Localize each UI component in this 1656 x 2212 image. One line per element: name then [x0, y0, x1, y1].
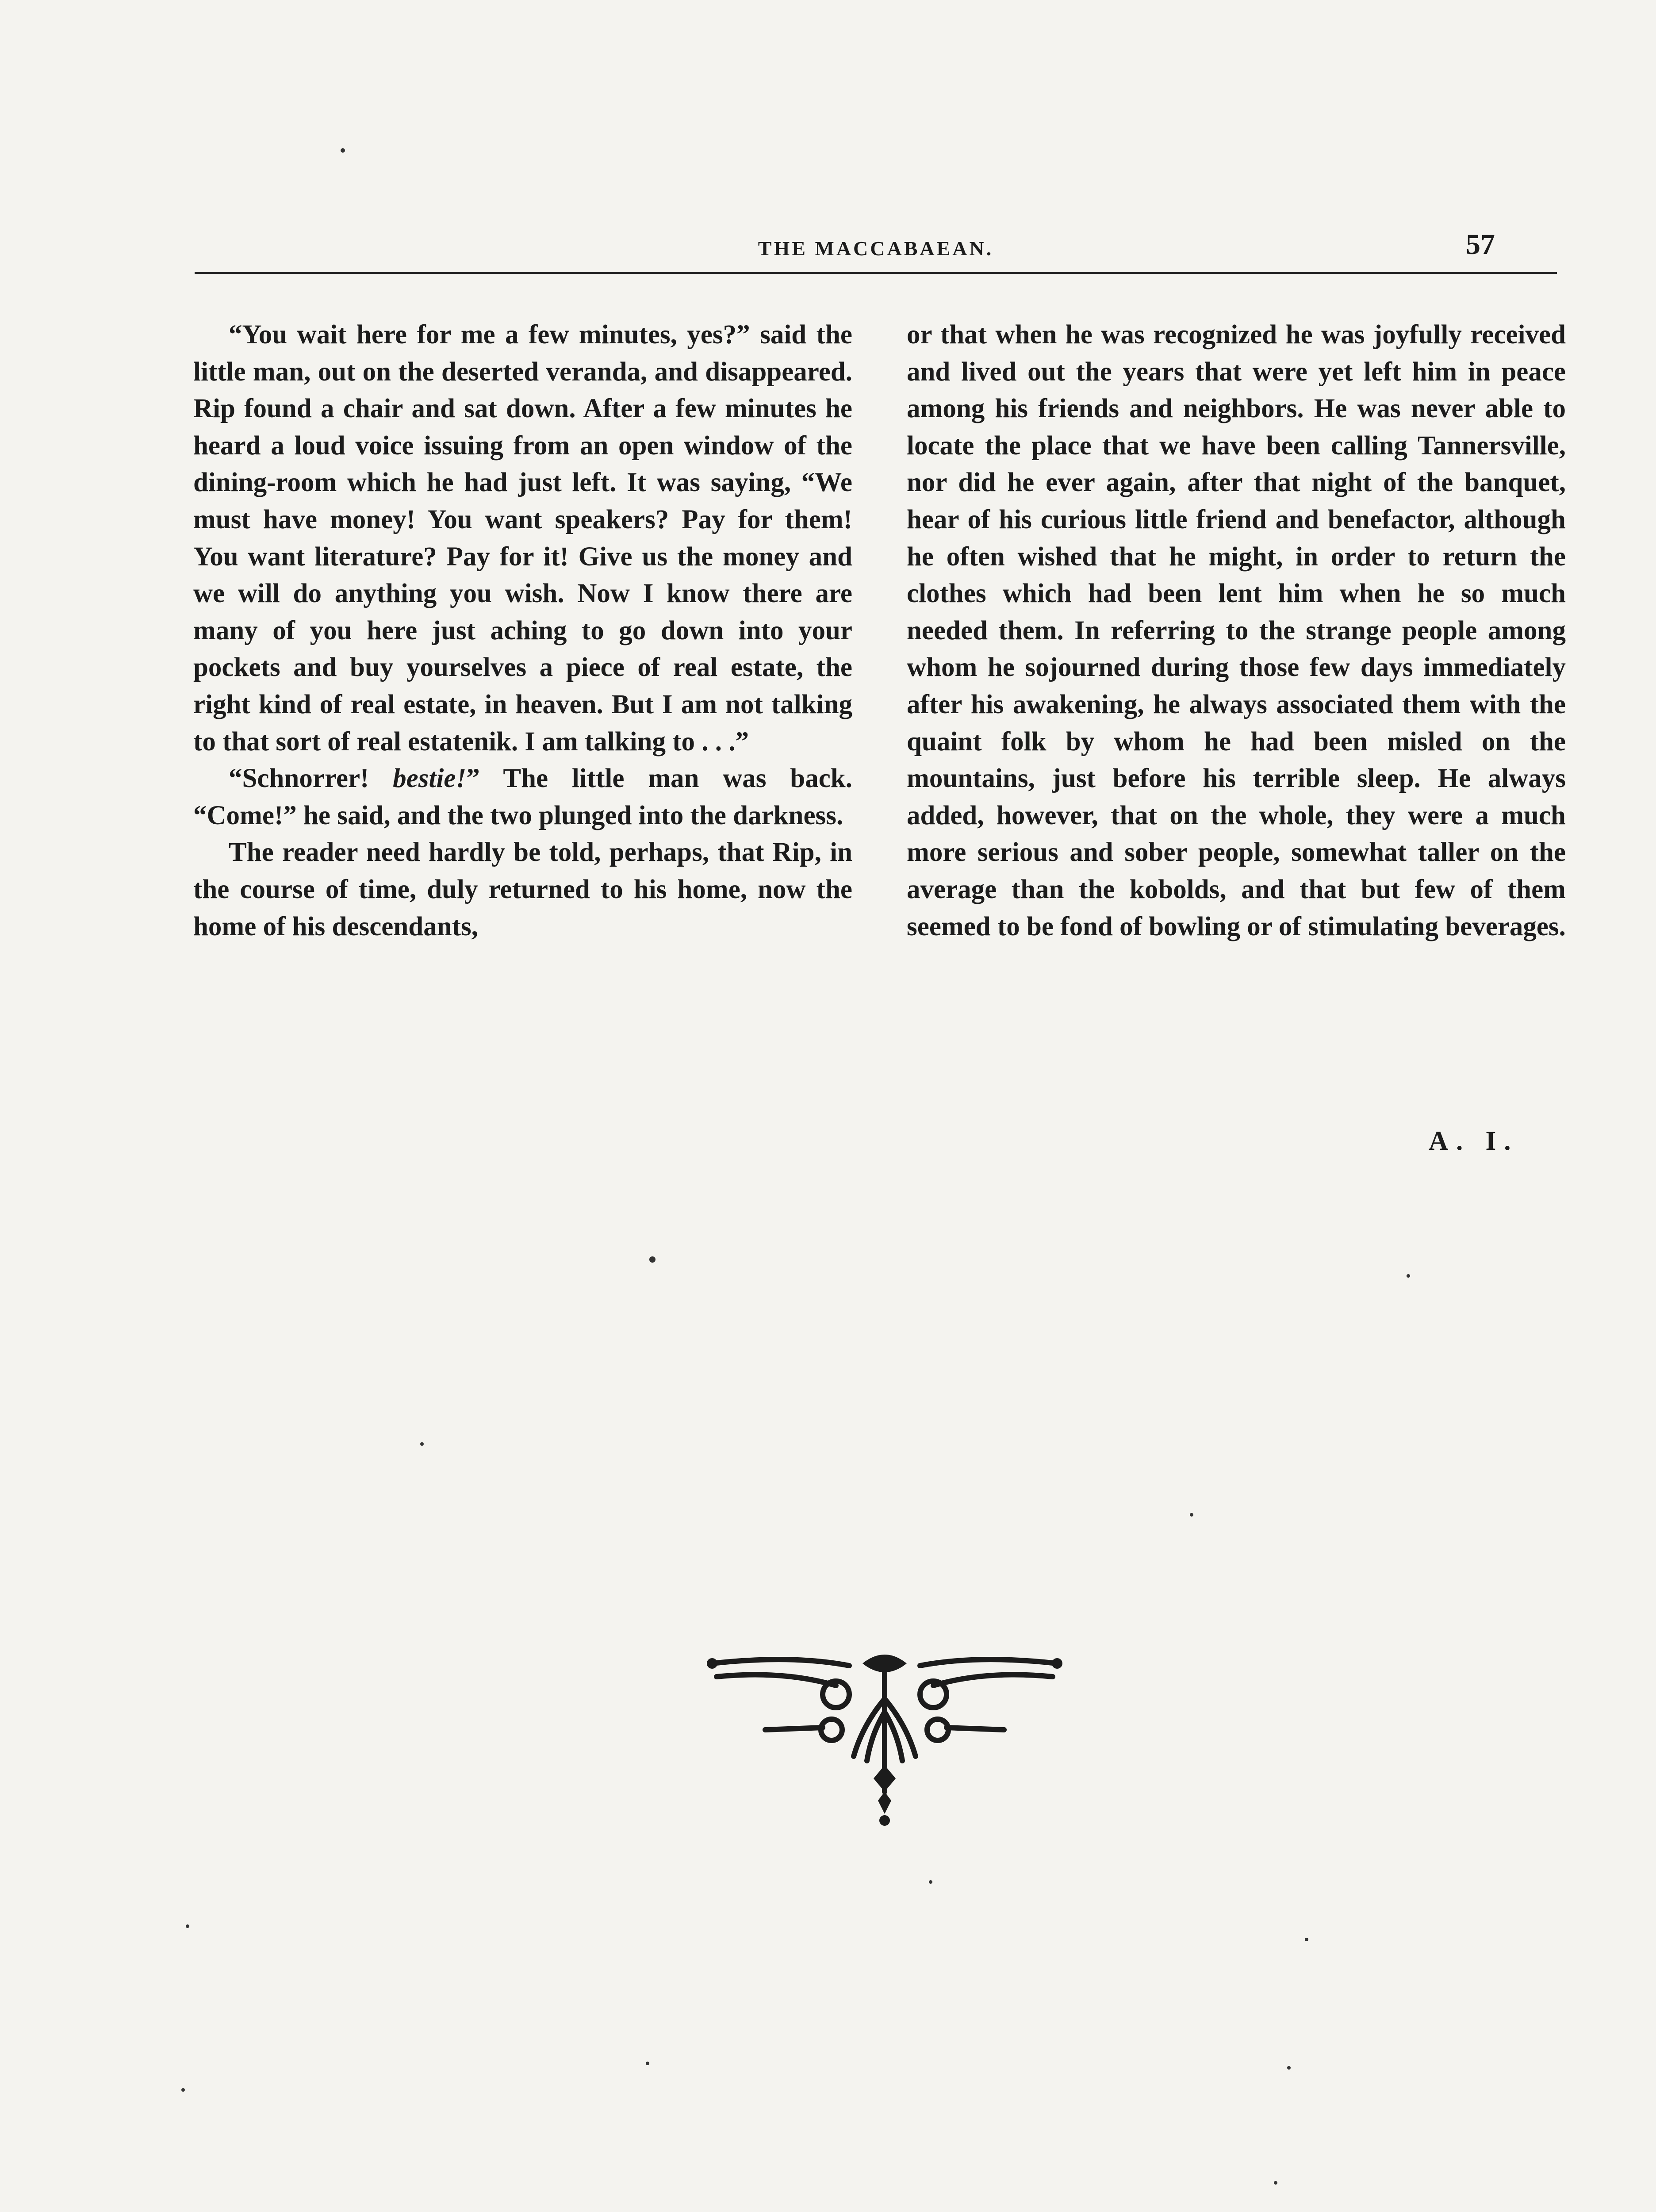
scan-speck	[1305, 1938, 1308, 1941]
running-title: THE MACCABAEAN.	[758, 237, 994, 260]
floral-tailpiece-ornament-icon	[703, 1646, 1066, 1832]
scan-speck	[1407, 1274, 1410, 1278]
scan-speck	[186, 1924, 189, 1928]
scan-speck	[341, 148, 345, 153]
scan-speck	[420, 1442, 424, 1446]
right-column	[907, 316, 1566, 945]
paragraph-2-italic: bestie!	[393, 764, 467, 794]
author-signature: A. I.	[1429, 1126, 1519, 1156]
paragraph-4: or that when he was recognized he was joyfully received and lived out the years that were yet left him in peace among his friends and neighbors. He was never able to locate the place that we have been calling Tannersville, nor did he ever again, after that night of the banquet, hear of his curious little friend and benefactor, although he often wished that he might, in order to return the clothes which had been lent him when he so much needed them. In referring to the strange people among whom he sojourned during those few days immediately after his awakening, he always associated them with the quaint folk by whom he had been misled on the mountains, just before his terrible sleep. He always added, however, that on the whole, they were a much more serious and sober people, somewhat taller on the average than the kobolds, and that but few of them seemed to be fond of bowling or of stimulating beverages.	[907, 320, 1566, 941]
paragraph-1: “You wait here for me a few minutes, yes?” said the little man, out on the deserted veranda, and disappeared. Rip found a chair and sat down. After a few minutes he heard a loud voice issuing from an open window of the dining-room which he had just left. It was saying, “We must have money! You want speakers? Pay for them! You want literature? Pay for it! Give us the money and we will do anything you wish. Now I know there are many of you here just aching to go down into your pockets and buy yourselves a piece of real estate, the right kind of real estate, in heaven. But I am not talking to that sort of real estatenik. I am talking to . . .”	[193, 320, 852, 757]
running-header	[195, 228, 1557, 276]
scan-speck	[181, 2088, 185, 2092]
scan-speck	[929, 1880, 932, 1884]
page-number: 57	[1466, 228, 1495, 261]
paragraph-2	[193, 760, 852, 834]
scan-speck	[1274, 2181, 1277, 2185]
paragraph-3: The reader need hardly be told, perhaps, that Rip, in the course of time, duly returned to his home, now the home of his descendants,	[193, 837, 852, 941]
scan-speck	[1190, 1513, 1193, 1517]
paragraph-2-start: “Schnorrer!	[229, 764, 393, 794]
scan-speck	[646, 2062, 649, 2065]
header-rule	[195, 272, 1557, 274]
paragraph-2-rest: ” The little man was back. “Come!” he said, and the two plunged into the darkness.	[193, 764, 852, 830]
scan-speck	[649, 1256, 656, 1263]
scan-speck	[1287, 2066, 1291, 2070]
left-column	[193, 316, 852, 945]
